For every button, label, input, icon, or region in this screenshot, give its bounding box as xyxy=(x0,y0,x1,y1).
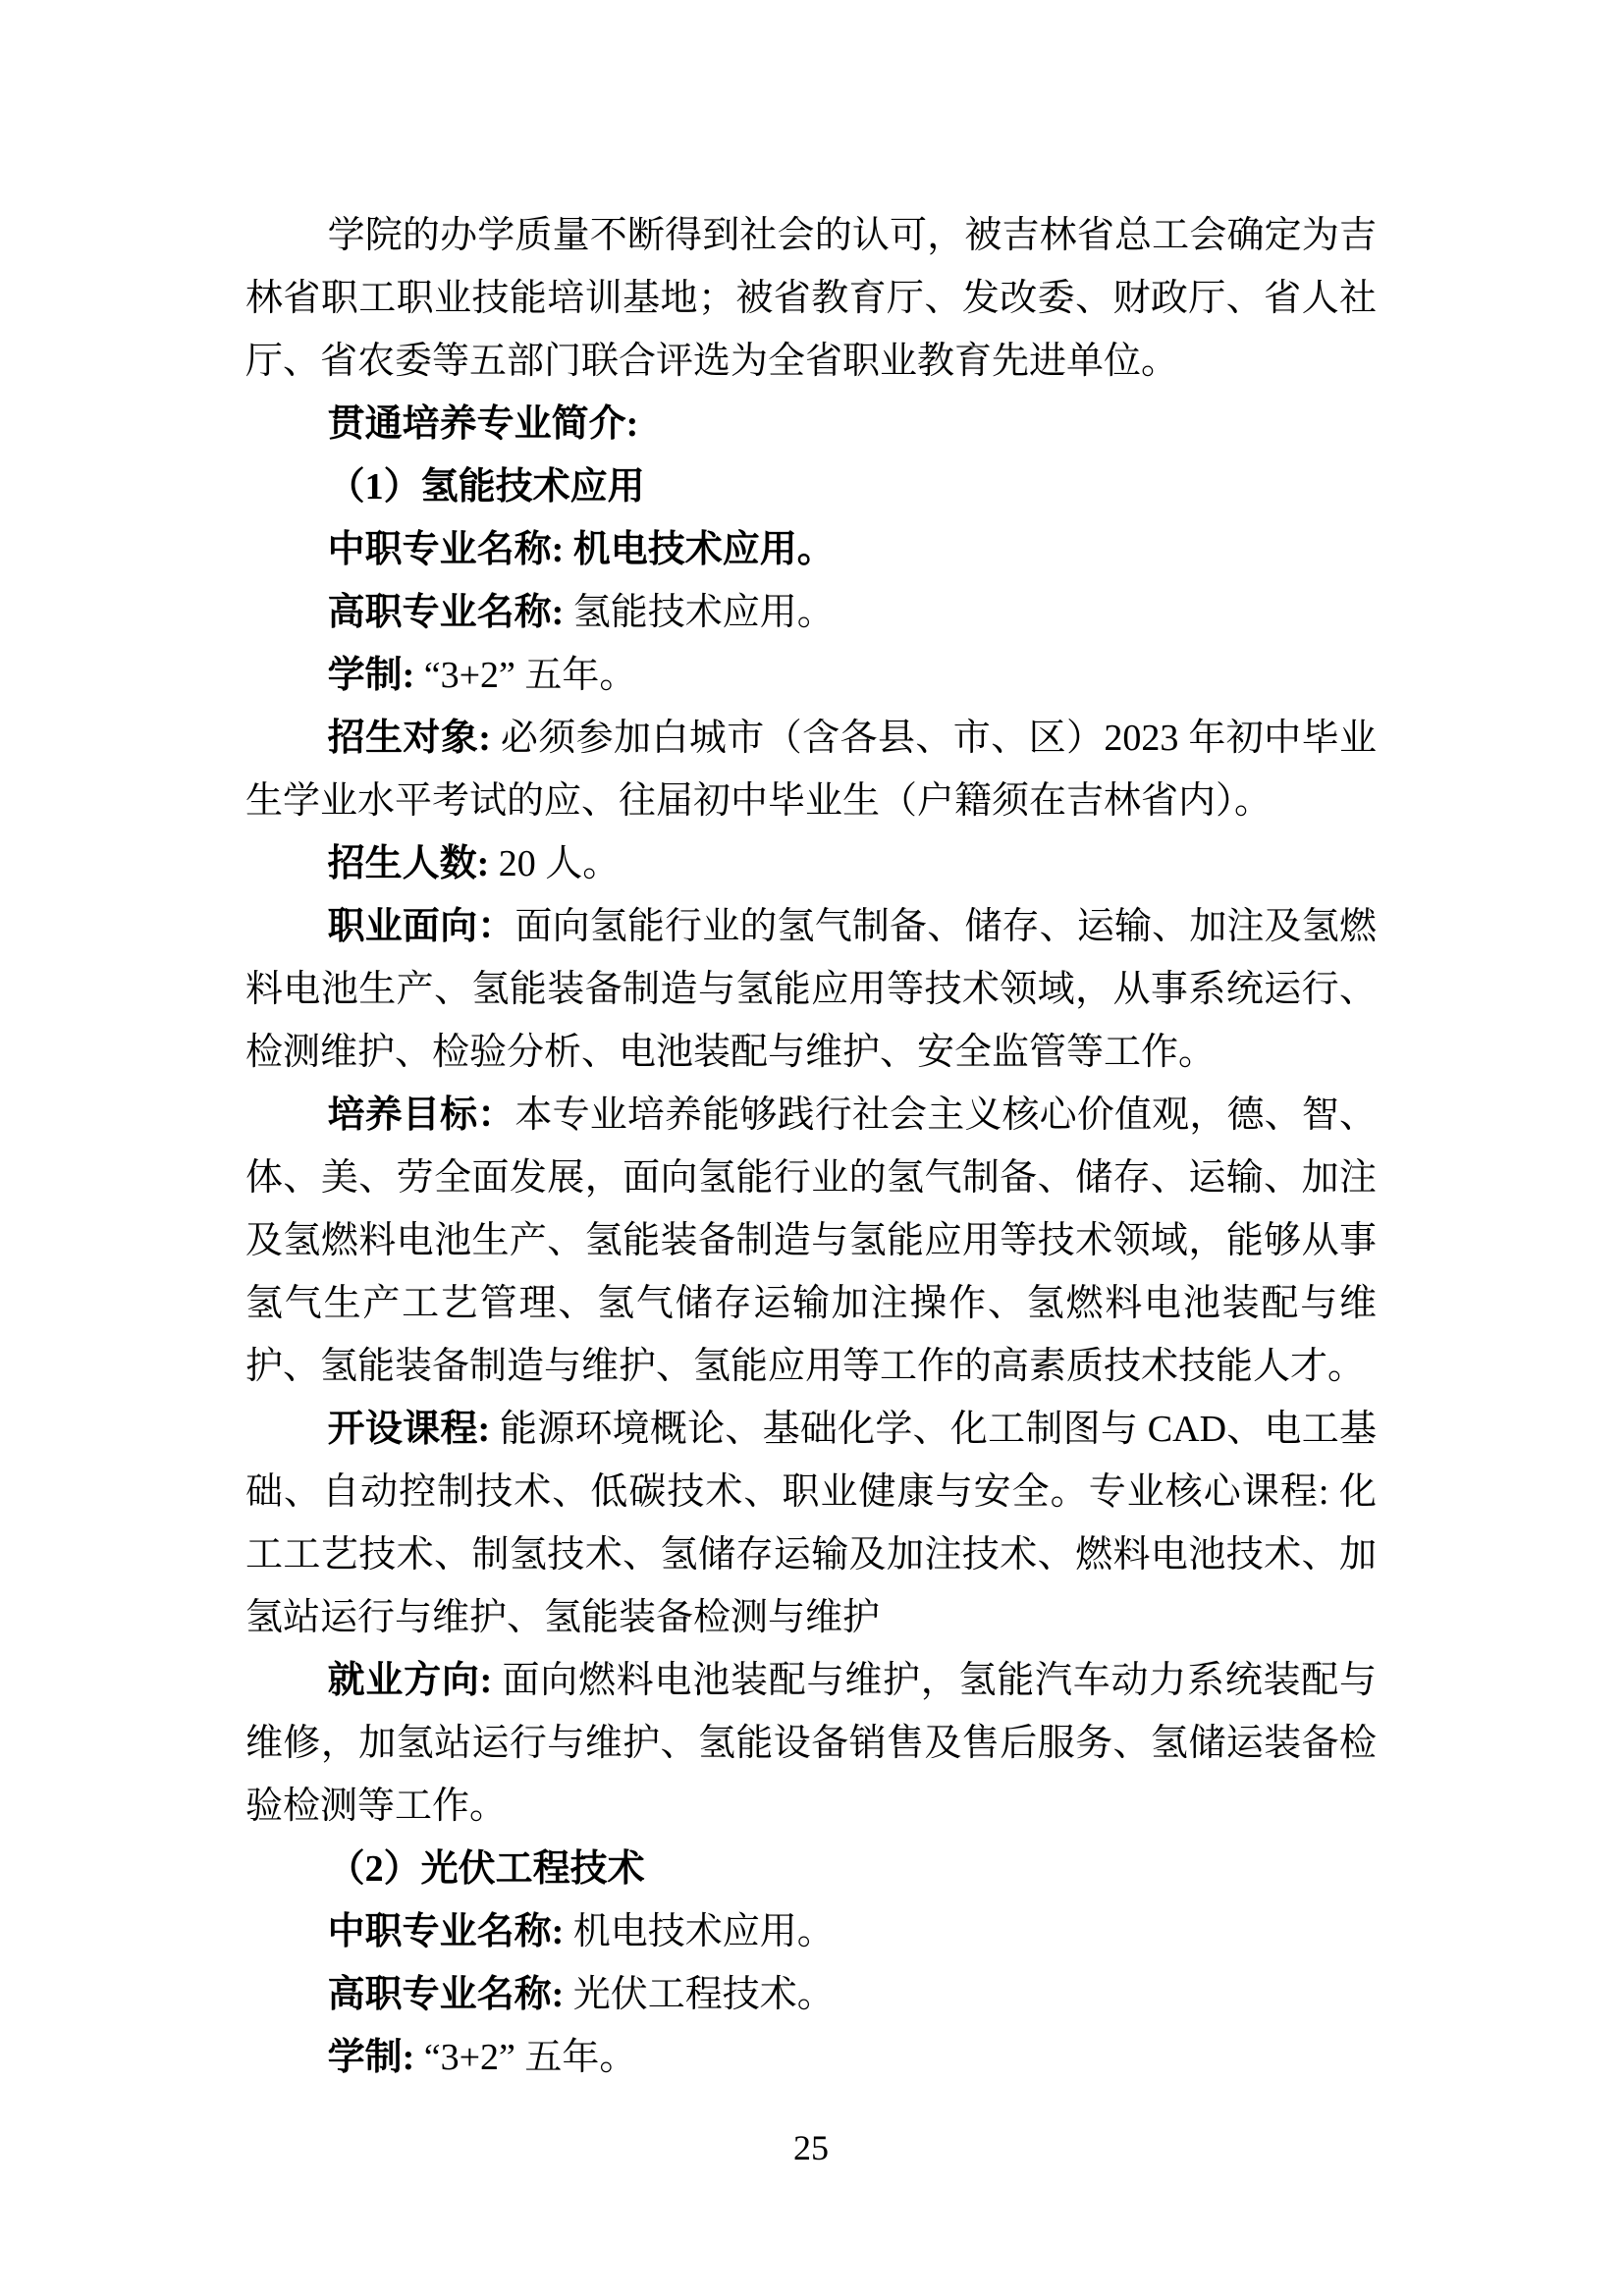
paragraph-label: 职业面向： xyxy=(327,906,515,947)
paragraph-label: 培养目标： xyxy=(327,1095,515,1136)
paragraph-body: 本专业培养能够践行社会主义核心价值观，德、智、体、美、劳全面发展，面向氢能行业的氢气制备、储存、运输、加注及氢燃料电池生产、氢能装备制造与氢能应用等技术领域，能够从事氢气生产工艺管理、氢气储存运输加注操作、氢燃料电池装配与维护、氢能装备制造与维护、氢能应用等工作的高素质技术技能人才。 xyxy=(245,1095,1377,1387)
paragraph-label: 学制: xyxy=(327,2037,415,2078)
text-paragraph xyxy=(245,832,1377,895)
paragraph-body: 20 人。 xyxy=(489,843,621,884)
text-paragraph xyxy=(245,1084,1377,1398)
text-paragraph xyxy=(245,1649,1377,1838)
text-paragraph xyxy=(245,518,1377,581)
paragraph-label: （2）光伏工程技术 xyxy=(327,1848,645,1890)
paragraph-body: “3+2” 五年。 xyxy=(414,2037,637,2078)
paragraph-body: “3+2” 五年。 xyxy=(414,655,637,696)
section-heading xyxy=(245,393,1377,455)
text-paragraph xyxy=(245,707,1377,832)
text-paragraph xyxy=(245,2026,1377,2089)
document-body xyxy=(245,204,1377,2089)
paragraph-body: 面向燃料电池装配与维护，氢能汽车动力系统装配与维修，加氢站运行与维护、氢能设备销售及售后服务、氢储运装备检验检测等工作。 xyxy=(245,1660,1377,1827)
paragraph-label: 中职专业名称: xyxy=(327,1911,565,1952)
text-paragraph xyxy=(245,895,1377,1084)
subsection-heading xyxy=(245,455,1377,518)
paragraph-label: 就业方向: xyxy=(327,1660,493,1701)
subsection-heading xyxy=(245,1838,1377,1900)
paragraph-body: 必须参加白城市（含各县、市、区）2023 年初中毕业生学业水平考试的应、往届初中毕业生（户籍须在吉林省内）。 xyxy=(245,718,1377,822)
paragraph-label: 贯通培养专业简介: xyxy=(327,403,639,445)
paragraph-body: 氢能技术应用。 xyxy=(564,592,835,633)
text-paragraph xyxy=(245,1900,1377,1963)
text-paragraph xyxy=(245,644,1377,707)
paragraph-body: 能源环境概论、基础化学、化工制图与 CAD、电工基础、自动控制技术、低碳技术、职业健康与安全。专业核心课程: 化工工艺技术、制氢技术、氢储存运输及加注技术、燃料电池技术、加氢站运行与维护、氢能装备检测与维护 xyxy=(245,1409,1378,1638)
paragraph-label: 开设课程: xyxy=(327,1409,491,1450)
text-paragraph xyxy=(245,1963,1377,2026)
paragraph-body: 光伏工程技术。 xyxy=(564,1974,835,2015)
paragraph-label: 高职专业名称: xyxy=(327,592,565,633)
page-number: 25 xyxy=(793,2128,829,2167)
paragraph-label: 招生对象: xyxy=(327,718,491,759)
paragraph-label: 中职专业名称: 机电技术应用。 xyxy=(327,529,835,570)
text-paragraph xyxy=(245,204,1377,393)
paragraph-label: （1）氢能技术应用 xyxy=(327,466,645,507)
paragraph-body: 面向氢能行业的氢气制备、储存、运输、加注及氢燃料电池生产、氢能装备制造与氢能应用等技术领域，从事系统运行、检测维护、检验分析、电池装配与维护、安全监管等工作。 xyxy=(245,906,1377,1073)
paragraph-body: 学院的办学质量不断得到社会的认可，被吉林省总工会确定为吉林省职工职业技能培训基地；被省教育厅、发改委、财政厅、省人社厅、省农委等五部门联合评选为全省职业教育先进单位。 xyxy=(245,215,1377,382)
text-paragraph xyxy=(245,1398,1377,1649)
paragraph-label: 高职专业名称: xyxy=(327,1974,565,2015)
paragraph-label: 招生人数: xyxy=(327,843,490,884)
paragraph-label: 学制: xyxy=(327,655,415,696)
paragraph-body: 机电技术应用。 xyxy=(564,1911,835,1952)
text-paragraph xyxy=(245,581,1377,644)
